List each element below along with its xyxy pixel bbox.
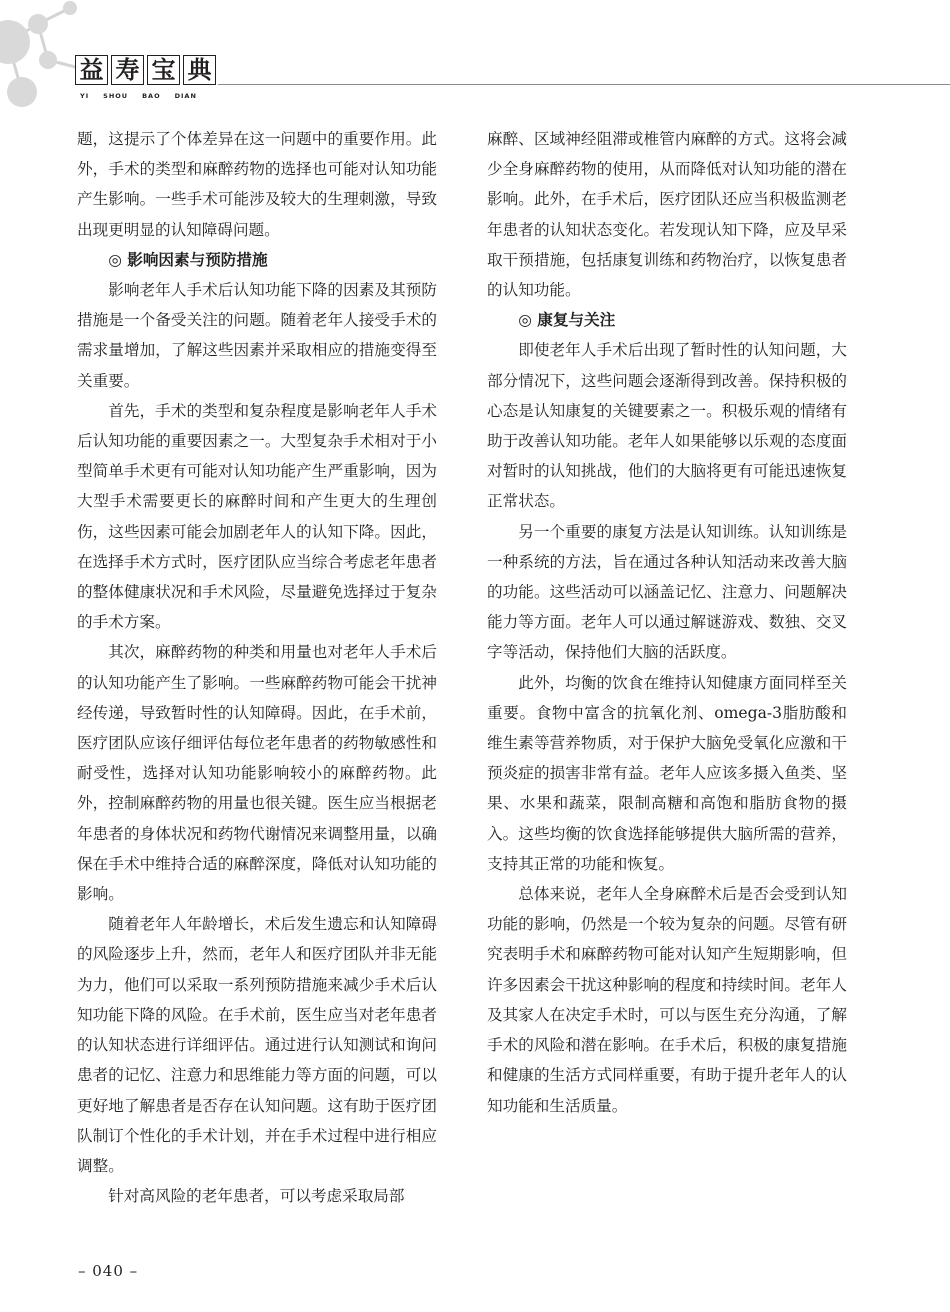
page-number: – 040 – bbox=[78, 1262, 139, 1280]
paragraph: 影响老年人手术后认知功能下降的因素及其预防措施是一个备受关注的问题。随着老年人接受手术的需求量增加，了解这些因素并采取相应的措施变得至关重要。 bbox=[77, 281, 437, 390]
section-heading: ◎ 康复与关注 bbox=[518, 310, 616, 330]
paragraph: 其次，麻醉药物的种类和用量也对老年人手术后的认知功能产生了影响。一些麻醉药物可能会干扰神经传递，导致暂时性的认知障碍。因此，在手术前，医疗团队应该仔细评估每位老年患者的药物敏感性和耐受性，选择对认知功能影响较小的麻醉药物。此外，控制麻醉药物的用量也很关键。医生应当根据老年患者的身体状况和药物代谢情况来调整用量，以确保在手术中维持合适的麻醉深度，降低对认知功能的影响。 bbox=[77, 643, 437, 904]
logo-char: 寿 bbox=[111, 55, 144, 85]
paragraph: 随着老年人年龄增长，术后发生遗忘和认知障碍的风险逐步上升，然而，老年人和医疗团队并非无能为力，他们可以采取一系列预防措施来减少手术后认知功能下降的风险。在手术前，医生应当对老年患者的认知状态进行详细评估。通过进行认知测试和询问患者的记忆、注意力和思维能力等方面的问题，可以更好地了解患者是否存在认知问题。这有助于医疗团队制订个性化的手术计划，并在手术过程中进行相应调整。 bbox=[77, 915, 437, 1175]
logo-char: 宝 bbox=[147, 55, 180, 85]
pinyin-syllable: SHOU bbox=[103, 92, 129, 100]
left-column bbox=[77, 124, 437, 1211]
paragraph: 即使老年人手术后出现了暂时性的认知问题，大部分情况下，这些问题会逐渐得到改善。保持积极的心态是认知康复的关键要素之一。积极乐观的情绪有助于改善认知功能。老年人如果能够以乐观的态度面对暂时的认知挑战，他们的大脑将更有可能迅速恢复正常状态。 bbox=[487, 341, 847, 511]
paragraph: 麻醉、区域神经阻滞或椎管内麻醉的方式。这将会减少全身麻醉药物的使用，从而降低对认知功能的潜在影响。此外，在手术后，医疗团队还应当积极监测老年患者的认知状态变化。若发现认知下降，应及早采取干预措施，包括康复训练和药物治疗，以恢复患者的认知功能。 bbox=[487, 130, 847, 300]
right-column bbox=[487, 124, 847, 1121]
header-rule bbox=[218, 84, 950, 85]
paragraph: 针对高风险的老年患者，可以考虑采取局部 bbox=[108, 1187, 405, 1206]
magazine-logo bbox=[75, 55, 216, 85]
paragraph: 首先，手术的类型和复杂程度是影响老年人手术后认知功能的重要因素之一。大型复杂手术相对于小型简单手术更有可能对认知功能产生严重影响，因为大型手术需要更长的麻醉时间和产生更大的生理创伤，这些因素可能会加剧老年人的认知下降。因此，在选择手术方式时，医疗团队应当综合考虑老年患者的整体健康状况和手术风险，尽量避免选择过于复杂的手术方案。 bbox=[77, 401, 437, 632]
pinyin-syllable: BAO bbox=[142, 92, 161, 100]
paragraph: 总体来说，老年人全身麻醉术后是否会受到认知功能的影响，仍然是一个较为复杂的问题。尽管有研究表明手术和麻醉药物可能对认知产生短期影响，但许多因素会干扰这种影响的程度和持续时间。老年人及其家人在决定手术时，可以与医生充分沟通，了解手术的风险和潜在影响。在手术后，积极的康复措施和健康的生活方式同样重要，有助于提升老年人的认知功能和生活质量。 bbox=[487, 885, 847, 1115]
pinyin-syllable: YI bbox=[80, 92, 90, 100]
pinyin-syllable: DIAN bbox=[174, 92, 197, 100]
page-header bbox=[0, 0, 950, 110]
paragraph: 题，这提示了个体差异在这一问题中的重要作用。此外，手术的类型和麻醉药物的选择也可能对认知功能产生影响。一些手术可能涉及较大的生理刺激，导致出现更明显的认知障碍问题。 bbox=[77, 130, 437, 239]
section-heading: ◎ 影响因素与预防措施 bbox=[108, 249, 268, 269]
paragraph: 此外，均衡的饮食在维持认知健康方面同样至关重要。食物中富含的抗氧化剂、omega-3脂肪酸和维生素等营养物质，对于保护大脑免受氧化应激和干预炎症的损害非常有益。老年人应该多摄入鱼类、坚果、水果和蔬菜，限制高糖和高饱和脂肪食物的摄入。这些均衡的饮食选择能够提供大脑所需的营养，支持其正常的功能和恢复。 bbox=[487, 673, 847, 873]
logo-pinyin bbox=[80, 92, 211, 100]
logo-char: 益 bbox=[75, 55, 108, 85]
paragraph: 另一个重要的康复方法是认知训练。认知训练是一种系统的方法，旨在通过各种认知活动来改善大脑的功能。这些活动可以涵盖记忆、注意力、问题解决能力等方面。老年人可以通过解谜游戏、数独、交叉字等活动，保持他们大脑的活跃度。 bbox=[487, 522, 847, 662]
logo-char: 典 bbox=[183, 55, 216, 85]
